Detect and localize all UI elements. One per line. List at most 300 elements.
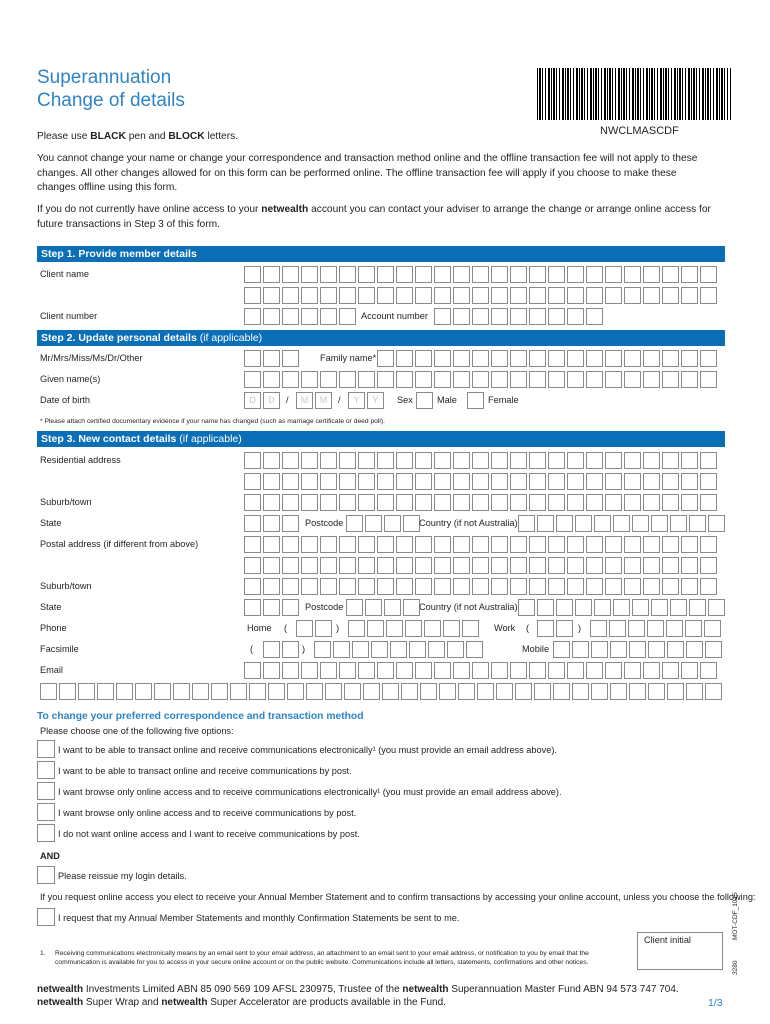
char-box[interactable] [643, 662, 660, 679]
char-box[interactable] [97, 683, 114, 700]
char-box[interactable] [700, 557, 717, 574]
char-box[interactable] [510, 371, 527, 388]
char-box[interactable] [339, 452, 356, 469]
char-box[interactable] [708, 515, 725, 532]
char-box[interactable] [681, 662, 698, 679]
char-box[interactable] [472, 662, 489, 679]
char-box[interactable] [453, 578, 470, 595]
char-box[interactable] [534, 683, 551, 700]
char-box[interactable] [396, 473, 413, 490]
char-box[interactable] [263, 641, 280, 658]
char-box[interactable] [282, 350, 299, 367]
char-box[interactable] [447, 641, 464, 658]
char-box[interactable] [472, 350, 489, 367]
char-box[interactable] [662, 536, 679, 553]
char-box[interactable] [320, 494, 337, 511]
char-box[interactable] [377, 578, 394, 595]
char-box[interactable] [567, 557, 584, 574]
char-box[interactable] [386, 620, 403, 637]
work-area-code[interactable] [537, 620, 575, 637]
char-box[interactable] [244, 350, 261, 367]
char-box[interactable] [263, 515, 280, 532]
char-box[interactable] [586, 308, 603, 325]
char-box[interactable] [377, 371, 394, 388]
char-box[interactable] [548, 371, 565, 388]
char-box[interactable] [567, 308, 584, 325]
char-box[interactable] [382, 683, 399, 700]
char-box[interactable] [453, 473, 470, 490]
char-box[interactable] [434, 308, 451, 325]
char-box[interactable] [339, 308, 356, 325]
char-box[interactable] [367, 620, 384, 637]
char-box[interactable] [575, 599, 592, 616]
female-checkbox[interactable] [467, 392, 484, 409]
char-box[interactable] [681, 578, 698, 595]
char-box[interactable] [211, 683, 228, 700]
char-box[interactable] [704, 620, 721, 637]
char-box[interactable] [643, 452, 660, 469]
char-box[interactable] [643, 371, 660, 388]
char-box[interactable] [624, 266, 641, 283]
char-box[interactable] [472, 308, 489, 325]
char-box[interactable] [377, 266, 394, 283]
char-box[interactable] [306, 683, 323, 700]
char-box[interactable] [624, 662, 641, 679]
char-box[interactable] [548, 494, 565, 511]
char-box[interactable] [632, 515, 649, 532]
char-box[interactable] [287, 683, 304, 700]
char-box[interactable] [396, 578, 413, 595]
char-box[interactable] [472, 287, 489, 304]
char-box[interactable] [244, 662, 261, 679]
char-box[interactable] [244, 287, 261, 304]
char-box[interactable] [358, 557, 375, 574]
char-box[interactable] [567, 494, 584, 511]
char-box[interactable] [453, 371, 470, 388]
char-box[interactable] [377, 350, 394, 367]
char-box[interactable] [320, 536, 337, 553]
char-box[interactable] [434, 473, 451, 490]
char-box[interactable] [377, 287, 394, 304]
char-box[interactable] [282, 578, 299, 595]
char-box[interactable] [548, 473, 565, 490]
char-box[interactable] [314, 641, 331, 658]
char-box[interactable] [529, 308, 546, 325]
char-box[interactable] [567, 536, 584, 553]
char-box[interactable] [301, 308, 318, 325]
char-box[interactable] [282, 494, 299, 511]
char-box[interactable] [320, 578, 337, 595]
char-box[interactable] [135, 683, 152, 700]
account-number-field[interactable] [434, 308, 605, 325]
char-box[interactable] [567, 371, 584, 388]
char-box[interactable] [339, 578, 356, 595]
char-box[interactable] [491, 452, 508, 469]
char-box[interactable] [333, 641, 350, 658]
client-name-row1[interactable] [244, 266, 719, 283]
char-box[interactable] [572, 683, 589, 700]
char-box[interactable] [662, 371, 679, 388]
char-box[interactable] [282, 515, 299, 532]
char-box[interactable] [681, 452, 698, 469]
char-box[interactable] [244, 557, 261, 574]
char-box[interactable] [263, 557, 280, 574]
char-box[interactable] [244, 266, 261, 283]
char-box[interactable] [320, 662, 337, 679]
family-name-field[interactable] [377, 350, 719, 367]
char-box[interactable] [662, 494, 679, 511]
char-box[interactable] [263, 308, 280, 325]
char-box[interactable] [377, 536, 394, 553]
dob-month-2[interactable]: M [315, 392, 332, 409]
char-box[interactable] [244, 515, 261, 532]
char-box[interactable] [491, 662, 508, 679]
char-box[interactable] [263, 473, 280, 490]
char-box[interactable] [244, 473, 261, 490]
char-box[interactable] [681, 266, 698, 283]
fax-area-code[interactable] [263, 641, 301, 658]
char-box[interactable] [553, 683, 570, 700]
char-box[interactable] [643, 578, 660, 595]
char-box[interactable] [320, 473, 337, 490]
email-row2[interactable] [40, 683, 724, 700]
char-box[interactable] [548, 536, 565, 553]
char-box[interactable] [244, 536, 261, 553]
char-box[interactable] [301, 452, 318, 469]
char-box[interactable] [662, 473, 679, 490]
char-box[interactable] [491, 557, 508, 574]
char-box[interactable] [434, 350, 451, 367]
char-box[interactable] [434, 557, 451, 574]
char-box[interactable] [643, 350, 660, 367]
char-box[interactable] [518, 599, 535, 616]
char-box[interactable] [567, 662, 584, 679]
dob-day-1[interactable]: D [244, 392, 261, 409]
char-box[interactable] [662, 662, 679, 679]
char-box[interactable] [230, 683, 247, 700]
char-box[interactable] [491, 578, 508, 595]
char-box[interactable] [662, 287, 679, 304]
char-box[interactable] [396, 350, 413, 367]
char-box[interactable] [648, 683, 665, 700]
char-box[interactable] [434, 266, 451, 283]
char-box[interactable] [647, 620, 664, 637]
char-box[interactable] [396, 662, 413, 679]
char-box[interactable] [339, 371, 356, 388]
postal-postcode-field[interactable] [346, 599, 422, 616]
char-box[interactable] [586, 473, 603, 490]
option-2-checkbox[interactable] [37, 761, 55, 779]
char-box[interactable] [358, 494, 375, 511]
char-box[interactable] [301, 578, 318, 595]
char-box[interactable] [346, 515, 363, 532]
char-box[interactable] [173, 683, 190, 700]
char-box[interactable] [268, 683, 285, 700]
char-box[interactable] [154, 683, 171, 700]
char-box[interactable] [605, 662, 622, 679]
char-box[interactable] [515, 683, 532, 700]
char-box[interactable] [586, 287, 603, 304]
char-box[interactable] [263, 452, 280, 469]
char-box[interactable] [472, 557, 489, 574]
char-box[interactable] [282, 287, 299, 304]
char-box[interactable] [700, 452, 717, 469]
char-box[interactable] [686, 641, 703, 658]
char-box[interactable] [263, 662, 280, 679]
char-box[interactable] [670, 515, 687, 532]
char-box[interactable] [339, 287, 356, 304]
char-box[interactable] [244, 494, 261, 511]
char-box[interactable] [320, 557, 337, 574]
char-box[interactable] [244, 308, 261, 325]
reissue-checkbox[interactable] [37, 866, 55, 884]
char-box[interactable] [548, 287, 565, 304]
fax-number[interactable] [314, 641, 485, 658]
client-initial-box[interactable] [637, 932, 723, 970]
char-box[interactable] [244, 599, 261, 616]
char-box[interactable] [415, 494, 432, 511]
char-box[interactable] [377, 473, 394, 490]
char-box[interactable] [358, 371, 375, 388]
char-box[interactable] [396, 266, 413, 283]
char-box[interactable] [396, 494, 413, 511]
char-box[interactable] [529, 662, 546, 679]
char-box[interactable] [548, 308, 565, 325]
postal-row2[interactable] [244, 557, 719, 574]
char-box[interactable] [629, 641, 646, 658]
char-box[interactable] [320, 308, 337, 325]
char-box[interactable] [591, 641, 608, 658]
char-box[interactable] [491, 308, 508, 325]
char-box[interactable] [472, 452, 489, 469]
char-box[interactable] [403, 515, 420, 532]
char-box[interactable] [529, 371, 546, 388]
char-box[interactable] [548, 662, 565, 679]
char-box[interactable] [415, 473, 432, 490]
char-box[interactable] [301, 557, 318, 574]
char-box[interactable] [567, 266, 584, 283]
char-box[interactable] [629, 683, 646, 700]
char-box[interactable] [384, 515, 401, 532]
char-box[interactable] [415, 266, 432, 283]
char-box[interactable] [434, 494, 451, 511]
char-box[interactable] [510, 452, 527, 469]
char-box[interactable] [472, 266, 489, 283]
char-box[interactable] [377, 452, 394, 469]
char-box[interactable] [78, 683, 95, 700]
char-box[interactable] [681, 371, 698, 388]
postal-country-field[interactable] [518, 599, 727, 616]
char-box[interactable] [352, 641, 369, 658]
char-box[interactable] [510, 473, 527, 490]
char-box[interactable] [670, 599, 687, 616]
title-field[interactable] [244, 350, 301, 367]
char-box[interactable] [575, 515, 592, 532]
char-box[interactable] [605, 371, 622, 388]
char-box[interactable] [377, 494, 394, 511]
char-box[interactable] [700, 266, 717, 283]
char-box[interactable] [624, 557, 641, 574]
char-box[interactable] [358, 473, 375, 490]
char-box[interactable] [624, 578, 641, 595]
char-box[interactable] [510, 557, 527, 574]
char-box[interactable] [632, 599, 649, 616]
char-box[interactable] [681, 557, 698, 574]
char-box[interactable] [325, 683, 342, 700]
char-box[interactable] [339, 494, 356, 511]
char-box[interactable] [348, 620, 365, 637]
char-box[interactable] [358, 578, 375, 595]
char-box[interactable] [282, 641, 299, 658]
char-box[interactable] [59, 683, 76, 700]
option-3-checkbox[interactable] [37, 782, 55, 800]
char-box[interactable] [572, 641, 589, 658]
char-box[interactable] [700, 473, 717, 490]
char-box[interactable] [415, 452, 432, 469]
char-box[interactable] [263, 536, 280, 553]
char-box[interactable] [434, 536, 451, 553]
char-box[interactable] [605, 578, 622, 595]
char-box[interactable] [624, 287, 641, 304]
char-box[interactable] [244, 578, 261, 595]
char-box[interactable] [282, 473, 299, 490]
char-box[interactable] [377, 557, 394, 574]
char-box[interactable] [453, 266, 470, 283]
char-box[interactable] [263, 599, 280, 616]
char-box[interactable] [339, 557, 356, 574]
dob-year-1[interactable]: Y [348, 392, 365, 409]
char-box[interactable] [510, 287, 527, 304]
char-box[interactable] [510, 350, 527, 367]
char-box[interactable] [453, 287, 470, 304]
char-box[interactable] [529, 350, 546, 367]
char-box[interactable] [556, 599, 573, 616]
char-box[interactable] [586, 662, 603, 679]
char-box[interactable] [605, 557, 622, 574]
char-box[interactable] [510, 308, 527, 325]
char-box[interactable] [249, 683, 266, 700]
char-box[interactable] [605, 536, 622, 553]
char-box[interactable] [409, 641, 426, 658]
char-box[interactable] [591, 683, 608, 700]
char-box[interactable] [472, 473, 489, 490]
char-box[interactable] [681, 473, 698, 490]
char-box[interactable] [700, 578, 717, 595]
char-box[interactable] [705, 641, 722, 658]
postal-suburb-field[interactable] [244, 578, 719, 595]
char-box[interactable] [496, 683, 513, 700]
client-name-row2[interactable] [244, 287, 719, 304]
char-box[interactable] [491, 287, 508, 304]
char-box[interactable] [371, 641, 388, 658]
char-box[interactable] [624, 452, 641, 469]
char-box[interactable] [491, 536, 508, 553]
char-box[interactable] [624, 536, 641, 553]
char-box[interactable] [282, 599, 299, 616]
char-box[interactable] [453, 308, 470, 325]
char-box[interactable] [537, 515, 554, 532]
char-box[interactable] [510, 266, 527, 283]
char-box[interactable] [586, 578, 603, 595]
char-box[interactable] [510, 578, 527, 595]
char-box[interactable] [358, 452, 375, 469]
char-box[interactable] [667, 641, 684, 658]
char-box[interactable] [301, 662, 318, 679]
request-statements-checkbox[interactable] [37, 908, 55, 926]
char-box[interactable] [643, 557, 660, 574]
char-box[interactable] [403, 599, 420, 616]
char-box[interactable] [548, 578, 565, 595]
char-box[interactable] [662, 350, 679, 367]
char-box[interactable] [686, 683, 703, 700]
char-box[interactable] [377, 662, 394, 679]
char-box[interactable] [415, 578, 432, 595]
client-number-field[interactable] [244, 308, 358, 325]
char-box[interactable] [705, 683, 722, 700]
char-box[interactable] [415, 287, 432, 304]
char-box[interactable] [537, 620, 554, 637]
char-box[interactable] [643, 536, 660, 553]
char-box[interactable] [708, 599, 725, 616]
char-box[interactable] [263, 578, 280, 595]
char-box[interactable] [586, 494, 603, 511]
char-box[interactable] [586, 371, 603, 388]
char-box[interactable] [434, 662, 451, 679]
char-box[interactable] [662, 452, 679, 469]
char-box[interactable] [594, 515, 611, 532]
char-box[interactable] [651, 515, 668, 532]
char-box[interactable] [415, 350, 432, 367]
char-box[interactable] [339, 662, 356, 679]
char-box[interactable] [192, 683, 209, 700]
char-box[interactable] [384, 599, 401, 616]
char-box[interactable] [415, 557, 432, 574]
char-box[interactable] [681, 350, 698, 367]
char-box[interactable] [116, 683, 133, 700]
char-box[interactable] [681, 536, 698, 553]
char-box[interactable] [466, 641, 483, 658]
char-box[interactable] [548, 350, 565, 367]
char-box[interactable] [263, 371, 280, 388]
char-box[interactable] [339, 473, 356, 490]
country-field[interactable] [518, 515, 727, 532]
char-box[interactable] [624, 473, 641, 490]
char-box[interactable] [462, 620, 479, 637]
char-box[interactable] [396, 452, 413, 469]
char-box[interactable] [700, 662, 717, 679]
mobile-number[interactable] [553, 641, 724, 658]
char-box[interactable] [282, 308, 299, 325]
option-1-checkbox[interactable] [37, 740, 55, 758]
dob-year-2[interactable]: Y [367, 392, 384, 409]
char-box[interactable] [567, 578, 584, 595]
char-box[interactable] [401, 683, 418, 700]
char-box[interactable] [453, 557, 470, 574]
char-box[interactable] [320, 452, 337, 469]
char-box[interactable] [301, 266, 318, 283]
char-box[interactable] [434, 452, 451, 469]
char-box[interactable] [358, 287, 375, 304]
char-box[interactable] [491, 473, 508, 490]
char-box[interactable] [510, 494, 527, 511]
char-box[interactable] [681, 287, 698, 304]
char-box[interactable] [282, 452, 299, 469]
char-box[interactable] [624, 371, 641, 388]
char-box[interactable] [609, 620, 626, 637]
char-box[interactable] [396, 536, 413, 553]
char-box[interactable] [586, 536, 603, 553]
char-box[interactable] [301, 287, 318, 304]
